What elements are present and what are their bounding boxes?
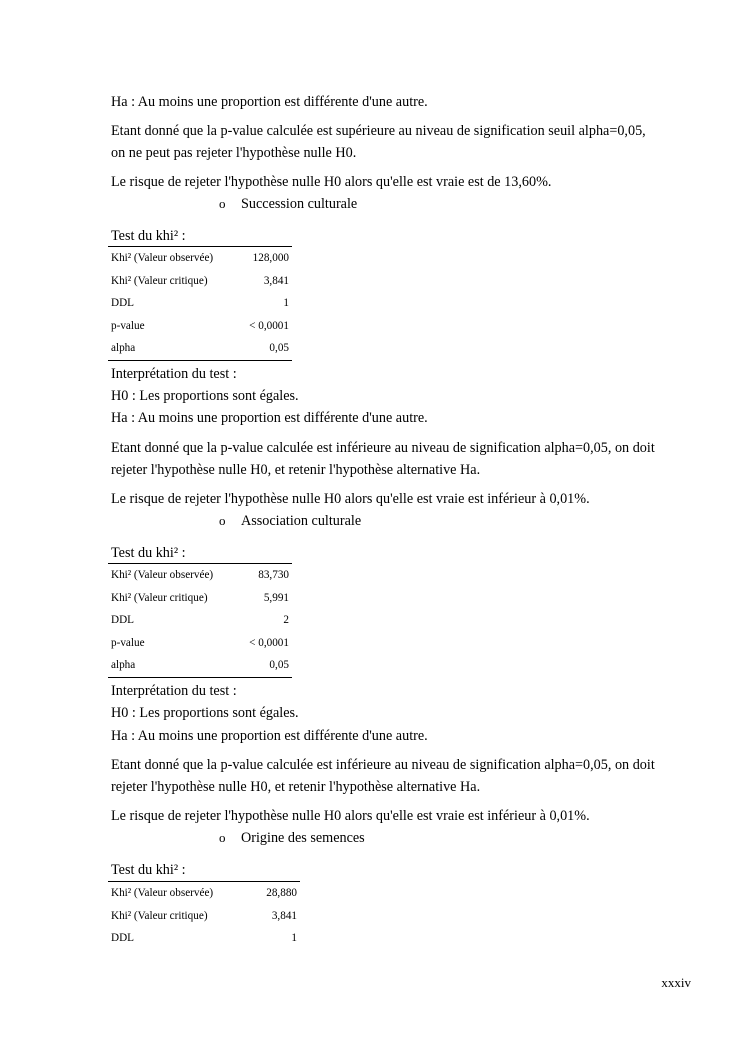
risk-statement: Le risque de rejeter l'hypothèse nulle H0 alors qu'elle est vraie est inférieur à 0,01%. <box>111 808 590 824</box>
table-row <box>108 247 292 270</box>
table-row <box>108 882 300 905</box>
row-value: 128,000 <box>237 247 292 270</box>
row-label: DDL <box>111 297 134 309</box>
row-label: Khi² (Valeur observée) <box>108 882 251 905</box>
table-row <box>108 315 292 338</box>
row-value: 0,05 <box>237 654 292 677</box>
section-heading-label: Succession culturale <box>241 196 358 212</box>
table-title: Test du khi² : <box>111 545 186 561</box>
risk-statement: Le risque de rejeter l'hypothèse nulle H0 alors qu'elle est vraie est inférieur à 0,01%. <box>111 491 590 507</box>
row-label: DDL <box>111 932 134 944</box>
conclusion-line: on ne peut pas rejeter l'hypothèse nulle H0. <box>111 145 357 161</box>
row-label: DDL <box>111 614 134 626</box>
page-number: xxxiv <box>661 975 691 990</box>
row-label: Khi² (Valeur critique) <box>111 274 208 287</box>
table-title: Test du khi² : <box>111 228 186 244</box>
row-value: 1 <box>283 297 289 309</box>
conclusion-line: rejeter l'hypothèse nulle H0, et retenir l'hypothèse alternative Ha. <box>111 462 481 478</box>
chi-square-table <box>108 563 292 678</box>
row-value: 2 <box>283 614 289 626</box>
row-label: Khi² (Valeur critique) <box>111 909 208 922</box>
conclusion-line: Etant donné que la p-value calculée est inférieure au niveau de signification alpha=0,05, on doit <box>111 440 655 456</box>
bullet-circle-icon: o <box>219 196 226 211</box>
table-row <box>108 270 292 293</box>
chi-square-table <box>108 246 292 361</box>
row-value: 3,841 <box>271 909 297 922</box>
row-label: p-value <box>111 636 145 649</box>
row-label: p-value <box>111 319 145 332</box>
conclusion-line: Etant donné que la p-value calculée est inférieure au niveau de signification alpha=0,05, on doit <box>111 757 655 773</box>
table-row <box>108 654 292 677</box>
section-heading-label: Association culturale <box>241 513 362 529</box>
row-value: 83,730 <box>237 564 292 587</box>
table-row <box>108 905 300 928</box>
hypothesis-null: H0 : Les proportions sont égales. <box>111 705 299 721</box>
section-heading <box>219 512 361 530</box>
row-value: 0,05 <box>237 337 292 360</box>
bullet-circle-icon: o <box>219 513 226 528</box>
hypothesis-alternative: Ha : Au moins une proportion est différente d'une autre. <box>111 410 428 426</box>
bullet-circle-icon: o <box>219 830 226 845</box>
row-value: 3,841 <box>263 274 289 287</box>
table-row <box>108 587 292 610</box>
row-value: 1 <box>291 932 297 944</box>
row-label: alpha <box>108 337 237 360</box>
hypothesis-null: H0 : Les proportions sont égales. <box>111 388 299 404</box>
table-row <box>108 927 300 950</box>
row-value: 28,880 <box>251 882 300 905</box>
table-row <box>108 337 292 360</box>
row-label: alpha <box>108 654 237 677</box>
table-title: Test du khi² : <box>111 862 186 878</box>
table-row <box>108 609 292 632</box>
chi-square-table <box>108 881 300 950</box>
section-heading <box>219 195 357 213</box>
table-row <box>108 632 292 655</box>
table-row <box>108 292 292 315</box>
interpretation-title: Interprétation du test : <box>111 683 237 699</box>
conclusion-line: rejeter l'hypothèse nulle H0, et retenir l'hypothèse alternative Ha. <box>111 779 481 795</box>
row-label: Khi² (Valeur critique) <box>111 591 208 604</box>
row-value: < 0,0001 <box>249 319 289 332</box>
section-heading <box>219 829 365 847</box>
table-row <box>108 564 292 587</box>
conclusion-line: Etant donné que la p-value calculée est supérieure au niveau de signification seuil alpha=0,05, <box>111 123 646 139</box>
row-value: 5,991 <box>263 591 289 604</box>
hypothesis-alternative: Ha : Au moins une proportion est différente d'une autre. <box>111 728 428 744</box>
risk-statement: Le risque de rejeter l'hypothèse nulle H0 alors qu'elle est vraie est de 13,60%. <box>111 174 552 190</box>
hypothesis-alternative: Ha : Au moins une proportion est différente d'une autre. <box>111 94 428 110</box>
row-label: Khi² (Valeur observée) <box>108 564 237 587</box>
interpretation-title: Interprétation du test : <box>111 366 237 382</box>
row-label: Khi² (Valeur observée) <box>108 247 237 270</box>
section-heading-label: Origine des semences <box>241 830 365 846</box>
row-value: < 0,0001 <box>249 636 289 649</box>
